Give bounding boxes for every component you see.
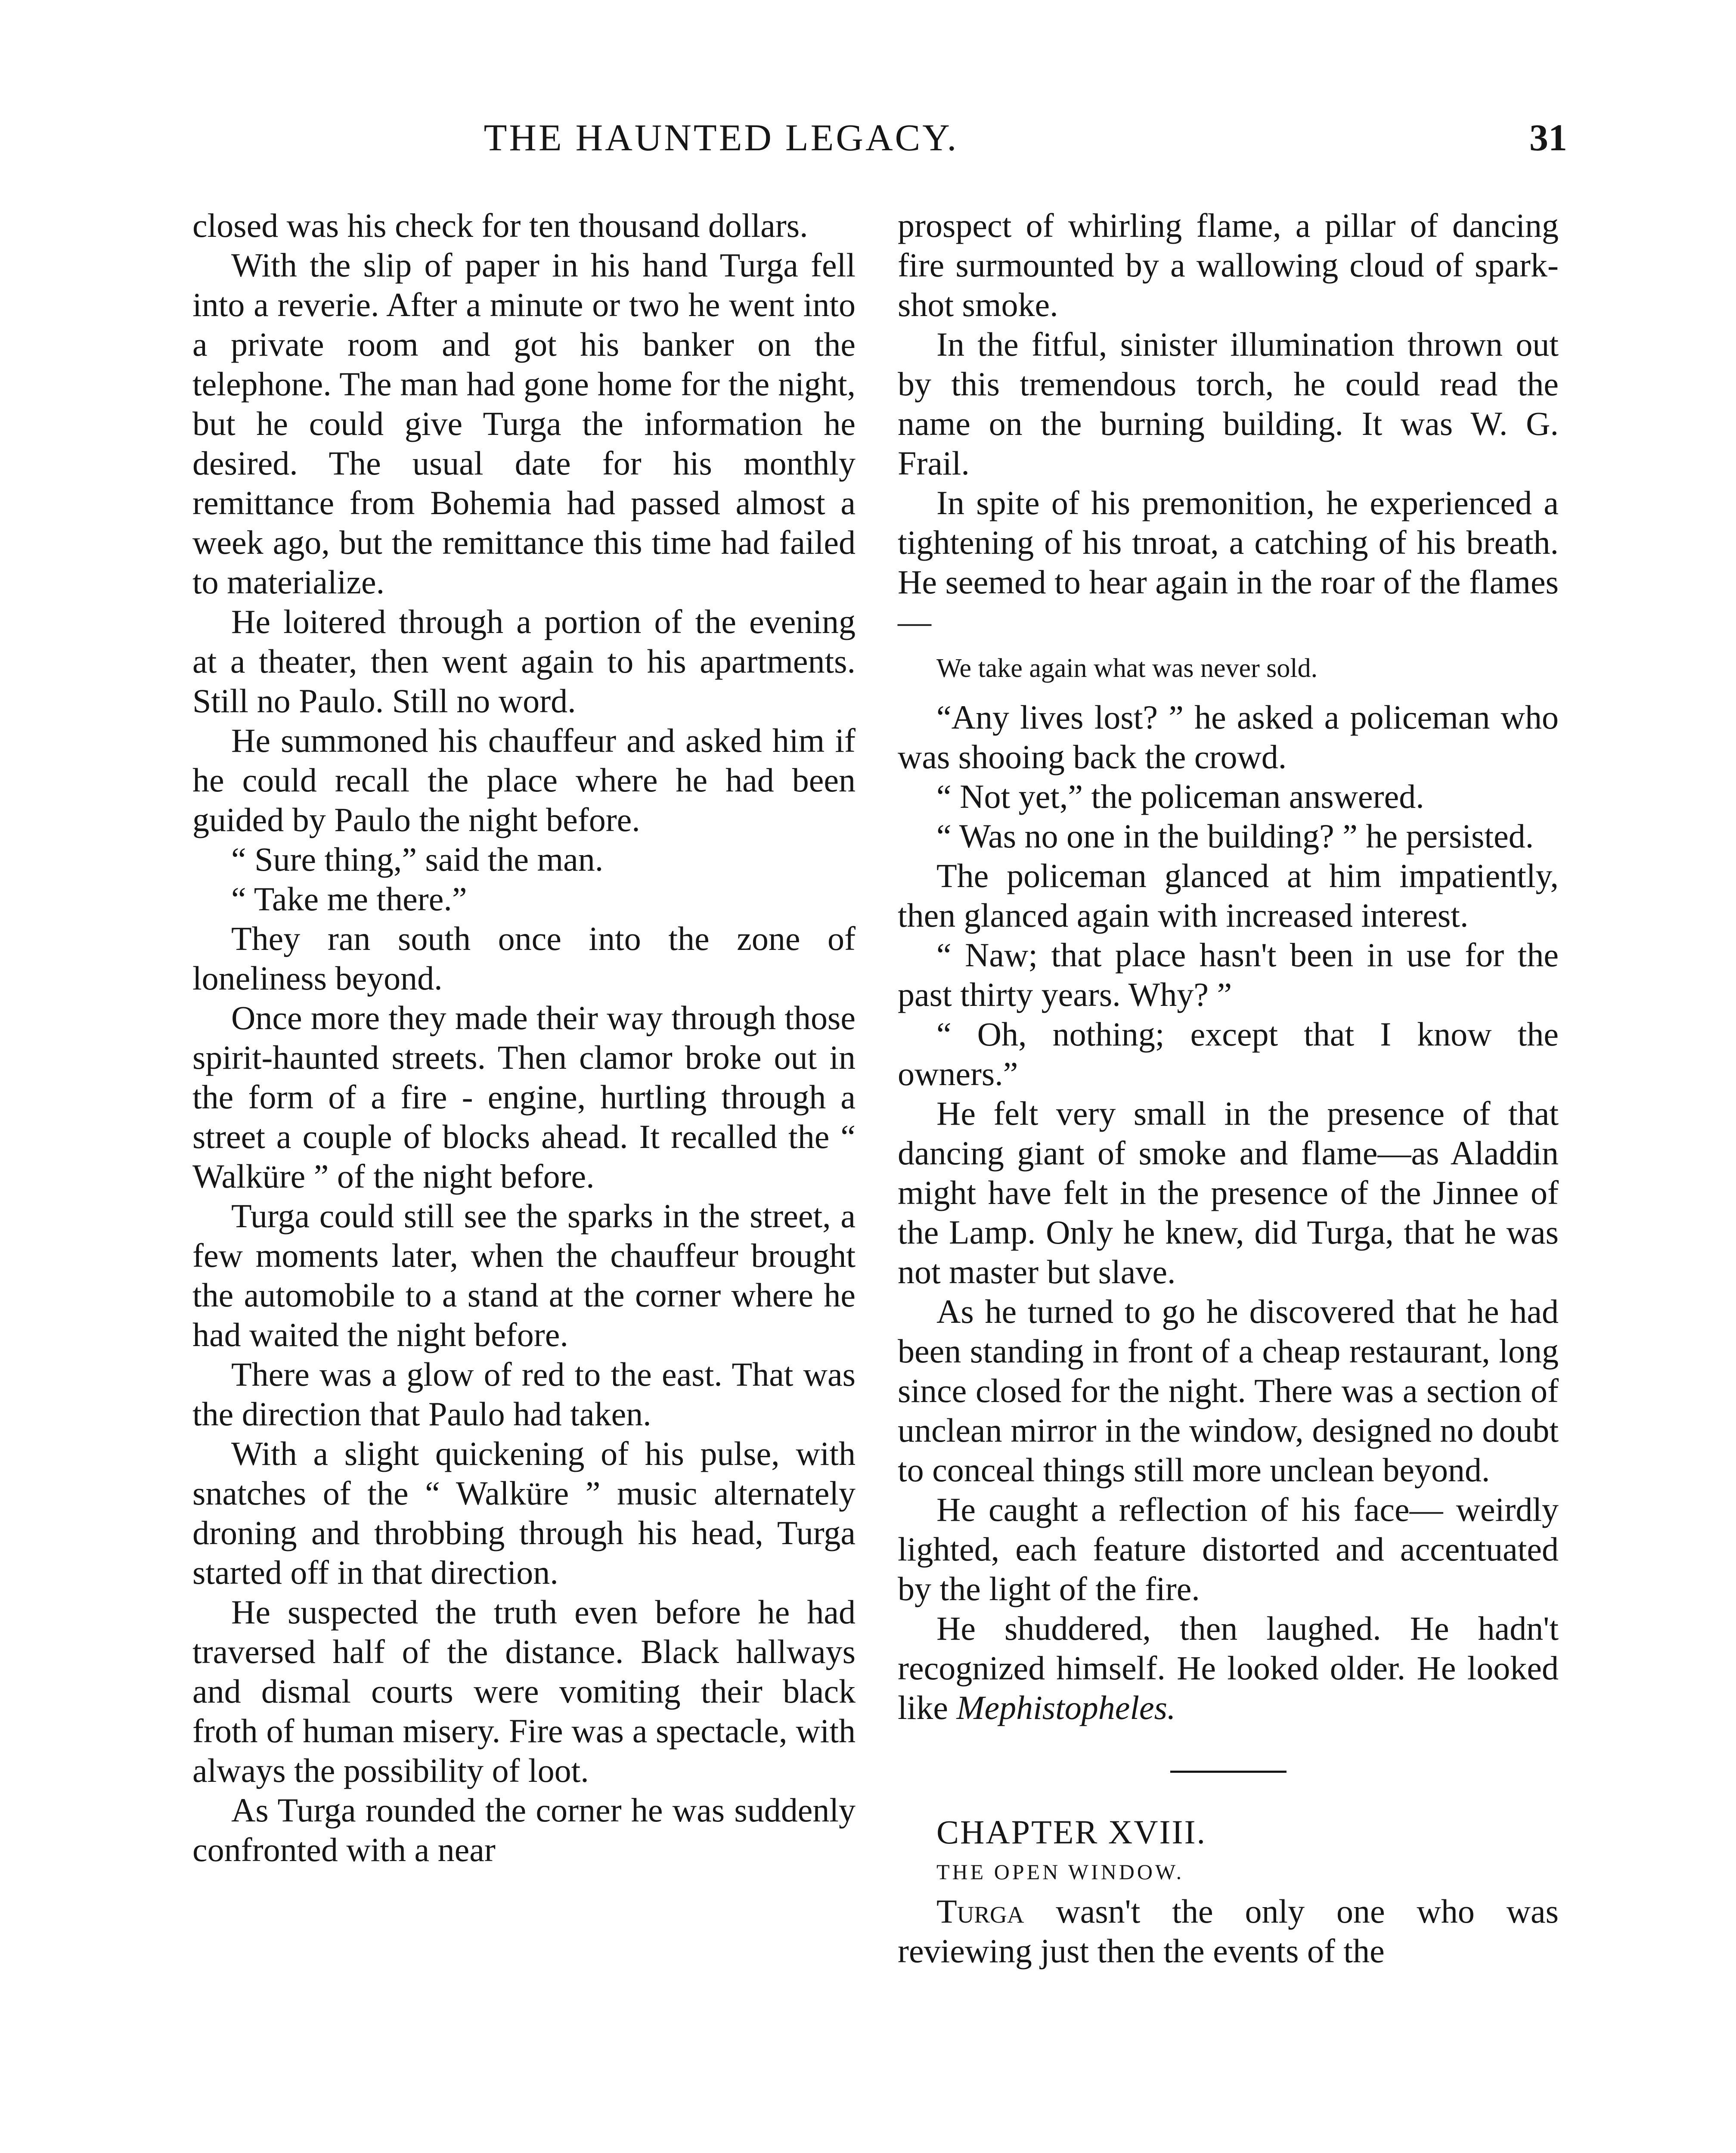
paragraph: “ Naw; that place hasn't been in use for the past thirty years. Why? ”	[898, 936, 1559, 1013]
paragraph: “Any lives lost? ” he asked a policeman who was shooing back the crowd.	[898, 698, 1559, 776]
section-divider	[1170, 1771, 1286, 1773]
paragraph: “ Oh, nothing; except that I know the owners.”	[898, 1015, 1559, 1092]
right-column	[898, 206, 1559, 1971]
paragraph: “ Was no one in the building? ” he persisted.	[936, 817, 1534, 855]
paragraph-text: He shuddered, then laughed. He hadn't recognized himself. He looked older. He looked like	[898, 1610, 1559, 1726]
paragraph: As he turned to go he discovered that he had been standing in front of a cheap restaurant, long since closed for the night. There was a section of unclean mirror in the window, designed no doubt to conceal things still more unclean beyond.	[898, 1293, 1559, 1489]
paragraph-text: wasn't the only one who was reviewing just then the events of the	[898, 1892, 1559, 1970]
paragraph: As Turga rounded the corner he was suddenly confronted with a near	[192, 1791, 856, 1868]
paragraph: There was a glow of red to the east. That was the direction that Paulo had taken.	[192, 1356, 856, 1433]
chapter-opening-paragraph	[898, 1892, 1559, 1971]
paragraph: In spite of his premonition, he experienced a tightening of his tnroat, a catching of his breath. He seemed to hear again in the roar of the flames—	[898, 484, 1559, 640]
italic-name: Mephistopheles.	[956, 1689, 1176, 1726]
page-number: 31	[1529, 117, 1567, 159]
paragraph	[898, 1609, 1559, 1728]
paragraph: He caught a reflection of his face— weirdly lighted, each feature distorted and accentuated by the light of the fire.	[898, 1491, 1559, 1607]
chapter-title: CHAPTER XVIII.	[936, 1813, 1206, 1851]
chapter-subtitle: THE OPEN WINDOW.	[936, 1860, 1184, 1884]
opening-word: Turga	[936, 1892, 1024, 1930]
paragraph: “ Not yet,” the policeman answered.	[936, 778, 1424, 815]
paragraph: With the slip of paper in his hand Turga fell into a reverie. After a minute or two he went into a private room and got his banker on the telephone. The man had gone home for the night, but he could give Turga the information he desired. The usual date for his monthly remittance from Bohemia had passed almost a week ago, but the remittance this time had failed to materialize.	[192, 246, 856, 601]
running-title: THE HAUNTED LEGACY.	[484, 117, 959, 159]
paragraph: “ Take me there.”	[231, 880, 467, 918]
paragraph: He loitered through a portion of the evening at a theater, then went again to his apartments. Still no Paulo. Still no word.	[192, 603, 856, 720]
paragraph: “ Sure thing,” said the man.	[231, 841, 604, 878]
paragraph: closed was his check for ten thousand dollars.	[192, 207, 808, 244]
left-column	[192, 206, 856, 1870]
paragraph: He summoned his chauffeur and asked him if he could recall the place where he had been guided by Paulo the night before.	[192, 722, 856, 838]
paragraph: Turga could still see the sparks in the street, a few moments later, when the chauffeur brought the automobile to a stand at the corner where he had waited the night before.	[192, 1197, 856, 1353]
paragraph: He felt very small in the presence of that dancing giant of smoke and flame—as Aladdin might have felt in the presence of the Jinnee of the Lamp. Only he knew, did Turga, that he was not master but slave.	[898, 1095, 1559, 1291]
verse-quote: We take again what was never sold.	[936, 654, 1318, 683]
paragraph: Once more they made their way through those spirit-haunted streets. Then clamor broke out in the form of a fire - engine, hurtling through a street a couple of blocks ahead. It recalled the “ Walküre ” of the night before.	[192, 999, 856, 1195]
paragraph: The policeman glanced at him impatiently, then glanced again with increased interest.	[898, 857, 1559, 934]
paragraph: prospect of whirling flame, a pillar of dancing fire surmounted by a wallowing cloud of spark-shot smoke.	[898, 207, 1559, 323]
paragraph: With a slight quickening of his pulse, with snatches of the “ Walküre ” music alternately droning and throbbing through his head, Turga started off in that direction.	[192, 1435, 856, 1591]
paragraph: In the fitful, sinister illumination thrown out by this tremendous torch, he could read the name on the burning building. It was W. G. Frail.	[898, 326, 1559, 482]
paragraph: They ran south once into the zone of loneliness beyond.	[192, 920, 856, 997]
paragraph: He suspected the truth even before he had traversed half of the distance. Black hallways and dismal courts were vomiting their black froth of human misery. Fire was a spectacle, with always the possibility of loot.	[192, 1593, 856, 1789]
